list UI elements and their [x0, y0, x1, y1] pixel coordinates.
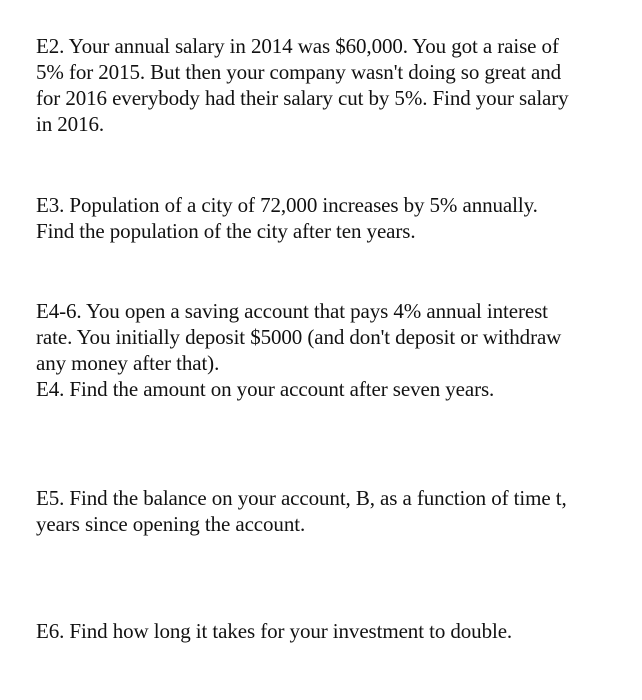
problem-e5 — [36, 485, 636, 537]
problem-e4-6-intro-line: rate. You initially deposit $5000 (and don't deposit or withdraw — [36, 325, 562, 349]
problem-e2 — [36, 33, 636, 137]
problem-e3-line: Find the population of the city after ten years. — [36, 219, 416, 243]
problem-e2-line: for 2016 everybody had their salary cut by 5%. Find your salary — [36, 86, 569, 110]
problem-e4-6 — [36, 298, 636, 402]
problem-e2-line: 5% for 2015. But then your company wasn't doing so great and — [36, 60, 562, 84]
problem-e6 — [36, 618, 636, 644]
problem-e2-line: in 2016. — [36, 112, 105, 136]
problem-e5-line: E5. Find the balance on your account, B, as a function of time t, — [36, 486, 567, 510]
problem-e4-6-intro-line: E4-6. You open a saving account that pays 4% annual interest — [36, 299, 548, 323]
problem-e3 — [36, 192, 636, 244]
problem-e6-line: E6. Find how long it takes for your investment to double. — [36, 619, 513, 643]
problem-e2-line: E2. Your annual salary in 2014 was $60,000. You got a raise of — [36, 34, 559, 58]
problem-e3-line: E3. Population of a city of 72,000 increases by 5% annually. — [36, 193, 538, 217]
problem-e4-line: E4. Find the amount on your account after seven years. — [36, 377, 495, 401]
problem-e4-6-intro-line: any money after that). — [36, 351, 220, 375]
problem-e5-line: years since opening the account. — [36, 512, 306, 536]
